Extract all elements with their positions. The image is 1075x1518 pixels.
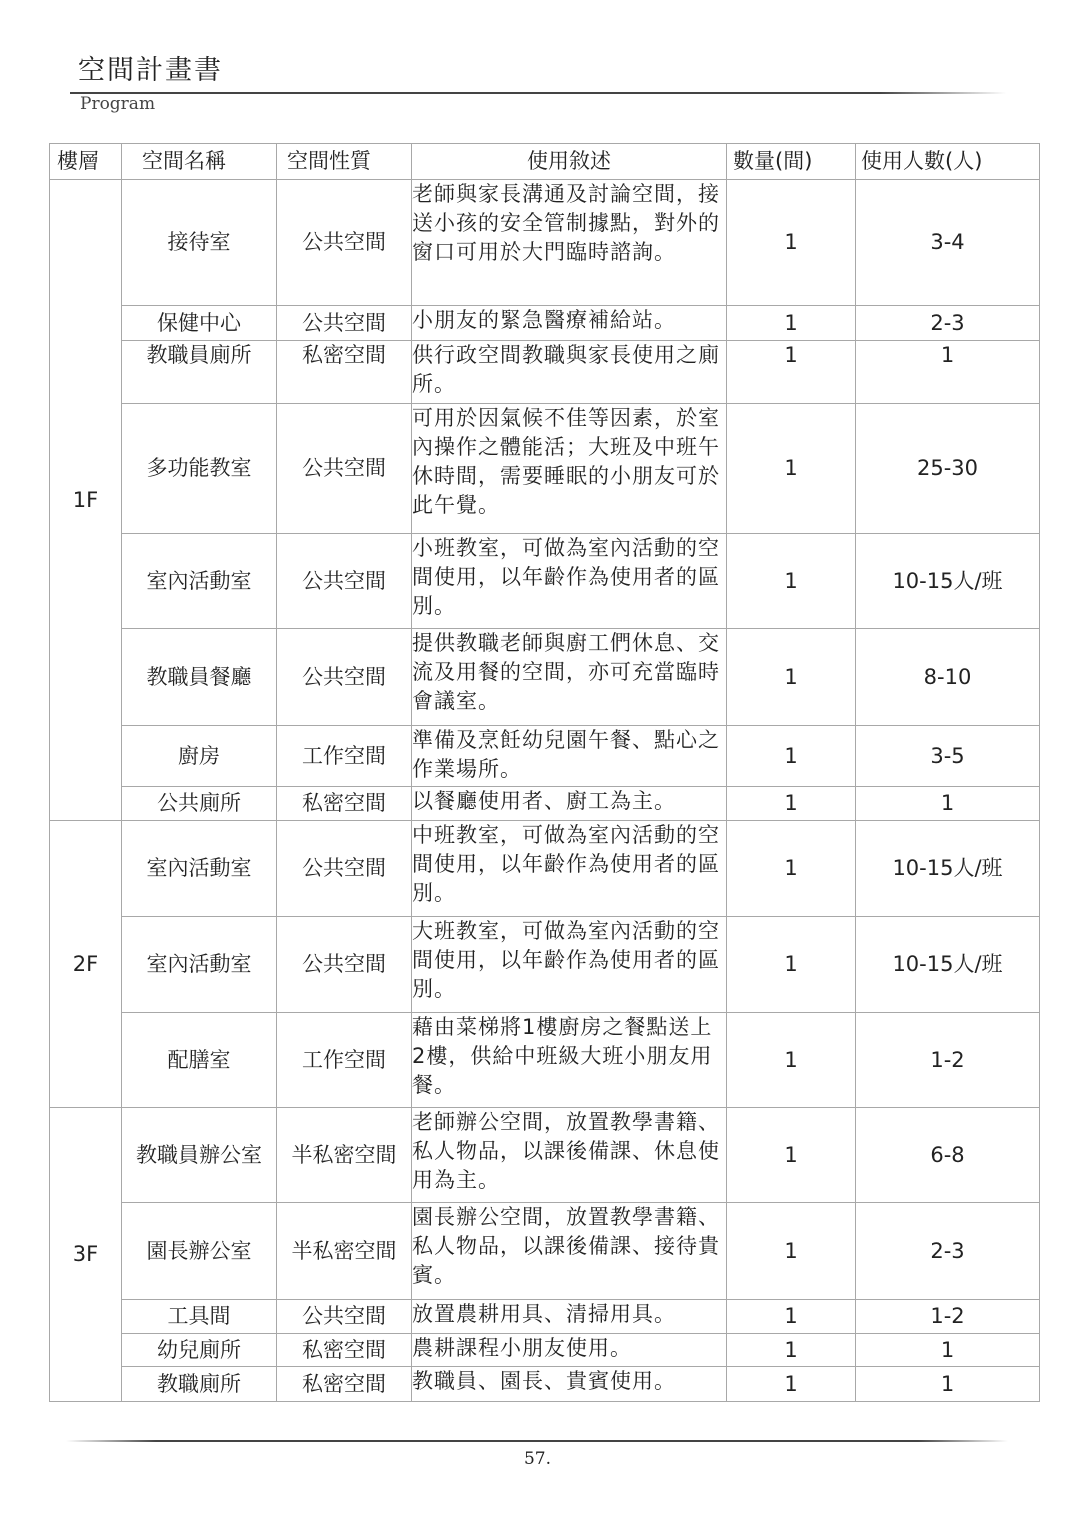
- table-row: [50, 726, 1040, 787]
- space-name-cell: 教職員辦公室: [122, 1108, 277, 1203]
- table-row: [50, 341, 1040, 404]
- room-count-cell: 1: [727, 821, 856, 917]
- description-cell: 老師辦公空間，放置教學書籍、私人物品，以課後備課、休息使用為主。: [412, 1108, 727, 1203]
- description-cell: 小班教室，可做為室內活動的空間使用，以年齡作為使用者的區別。: [412, 534, 727, 629]
- column-header-floor: 樓層: [50, 144, 122, 180]
- space-type-cell: 私密空間: [277, 787, 412, 821]
- space-name-cell: 教職員餐廳: [122, 629, 277, 726]
- space-type-cell: 公共空間: [277, 404, 412, 534]
- room-count-cell: 1: [727, 180, 856, 306]
- occupants-cell: 1: [856, 341, 1040, 404]
- table-row: [50, 629, 1040, 726]
- room-count-cell: 1: [727, 917, 856, 1013]
- space-name-cell: 多功能教室: [122, 404, 277, 534]
- table-row: [50, 821, 1040, 917]
- table-row: [50, 1013, 1040, 1108]
- table-row: [50, 917, 1040, 1013]
- space-name-cell: 室內活動室: [122, 917, 277, 1013]
- space-name-cell: 廚房: [122, 726, 277, 787]
- occupants-cell: 25-30: [856, 404, 1040, 534]
- table-row: [50, 1203, 1040, 1300]
- floor-cell: 2F: [50, 821, 122, 1108]
- room-count-cell: 1: [727, 1367, 856, 1402]
- description-cell: 教職員、園長、貴賓使用。: [412, 1367, 727, 1402]
- description-cell: 中班教室，可做為室內活動的空間使用，以年齡作為使用者的區別。: [412, 821, 727, 917]
- room-count-cell: 1: [727, 1300, 856, 1334]
- description-cell: 提供教職老師與廚工們休息、交流及用餐的空間，亦可充當臨時會議室。: [412, 629, 727, 726]
- room-count-cell: 1: [727, 404, 856, 534]
- room-count-cell: 1: [727, 787, 856, 821]
- description-cell: 農耕課程小朋友使用。: [412, 1334, 727, 1367]
- occupants-cell: 10-15人/班: [856, 917, 1040, 1013]
- description-cell: 大班教室，可做為室內活動的空間使用，以年齡作為使用者的區別。: [412, 917, 727, 1013]
- description-cell: 小朋友的緊急醫療補給站。: [412, 306, 727, 341]
- description-cell: 以餐廳使用者、廚工為主。: [412, 787, 727, 821]
- occupants-cell: 2-3: [856, 1203, 1040, 1300]
- description-cell: 可用於因氣候不佳等因素，於室內操作之體能活；大班及中班午休時間，需要睡眠的小朋友可於此午覺。: [412, 404, 727, 534]
- footer-divider: [66, 1440, 1008, 1442]
- table-row: [50, 534, 1040, 629]
- space-type-cell: 公共空間: [277, 306, 412, 341]
- table-row: [50, 404, 1040, 534]
- space-name-cell: 幼兒廁所: [122, 1334, 277, 1367]
- room-count-cell: 1: [727, 1108, 856, 1203]
- space-type-cell: 私密空間: [277, 1334, 412, 1367]
- description-cell: 藉由菜梯將1樓廚房之餐點送上2樓，供給中班級大班小朋友用餐。: [412, 1013, 727, 1108]
- column-header-space-name: 空間名稱: [122, 144, 277, 180]
- floor-cell: 3F: [50, 1108, 122, 1402]
- page-number: 57.: [523, 1449, 552, 1469]
- room-count-cell: 1: [727, 1203, 856, 1300]
- description-cell: 園長辦公空間，放置教學書籍、私人物品，以課後備課、接待貴賓。: [412, 1203, 727, 1300]
- page-subtitle: Program: [80, 94, 156, 114]
- occupants-cell: 2-3: [856, 306, 1040, 341]
- room-count-cell: 1: [727, 629, 856, 726]
- space-type-cell: 公共空間: [277, 917, 412, 1013]
- space-type-cell: 私密空間: [277, 1367, 412, 1402]
- space-type-cell: 半私密空間: [277, 1203, 412, 1300]
- column-header-space-type: 空間性質: [277, 144, 412, 180]
- space-type-cell: 公共空間: [277, 1300, 412, 1334]
- space-name-cell: 園長辦公室: [122, 1203, 277, 1300]
- space-name-cell: 接待室: [122, 180, 277, 306]
- space-name-cell: 教職廁所: [122, 1367, 277, 1402]
- room-count-cell: 1: [727, 341, 856, 404]
- occupants-cell: 3-4: [856, 180, 1040, 306]
- occupants-cell: 1: [856, 1367, 1040, 1402]
- table-row: [50, 1334, 1040, 1367]
- occupants-cell: 1: [856, 787, 1040, 821]
- occupants-cell: 1: [856, 1334, 1040, 1367]
- space-name-cell: 公共廁所: [122, 787, 277, 821]
- table-row: [50, 180, 1040, 306]
- description-cell: 老師與家長溝通及討論空間，接送小孩的安全管制據點，對外的窗口可用於大門臨時諮詢。: [412, 180, 727, 306]
- space-type-cell: 工作空間: [277, 726, 412, 787]
- description-cell: 供行政空間教職與家長使用之廁所。: [412, 341, 727, 404]
- column-header-room-count: 數量(間): [727, 144, 856, 180]
- space-type-cell: 私密空間: [277, 341, 412, 404]
- space-type-cell: 工作空間: [277, 1013, 412, 1108]
- room-count-cell: 1: [727, 306, 856, 341]
- space-type-cell: 公共空間: [277, 629, 412, 726]
- space-type-cell: 公共空間: [277, 821, 412, 917]
- table-row: [50, 787, 1040, 821]
- space-name-cell: 工具間: [122, 1300, 277, 1334]
- room-count-cell: 1: [727, 726, 856, 787]
- space-name-cell: 室內活動室: [122, 821, 277, 917]
- space-name-cell: 室內活動室: [122, 534, 277, 629]
- table-header-row: [50, 144, 1040, 180]
- column-header-occupants: 使用人數(人): [856, 144, 1040, 180]
- room-count-cell: 1: [727, 1334, 856, 1367]
- table-row: [50, 1367, 1040, 1402]
- program-table: [49, 143, 1040, 1402]
- room-count-cell: 1: [727, 534, 856, 629]
- table-row: [50, 1300, 1040, 1334]
- page-title: 空間計畫書: [78, 55, 223, 86]
- occupants-cell: 10-15人/班: [856, 821, 1040, 917]
- occupants-cell: 6-8: [856, 1108, 1040, 1203]
- table-row: [50, 1108, 1040, 1203]
- space-name-cell: 保健中心: [122, 306, 277, 341]
- occupants-cell: 1-2: [856, 1013, 1040, 1108]
- header-divider: [70, 92, 1006, 94]
- room-count-cell: 1: [727, 1013, 856, 1108]
- space-type-cell: 公共空間: [277, 180, 412, 306]
- description-cell: 準備及烹飪幼兒園午餐、點心之作業場所。: [412, 726, 727, 787]
- space-name-cell: 配膳室: [122, 1013, 277, 1108]
- table-row: [50, 306, 1040, 341]
- space-type-cell: 公共空間: [277, 534, 412, 629]
- occupants-cell: 1-2: [856, 1300, 1040, 1334]
- floor-cell: 1F: [50, 180, 122, 821]
- description-cell: 放置農耕用具、清掃用具。: [412, 1300, 727, 1334]
- space-type-cell: 半私密空間: [277, 1108, 412, 1203]
- occupants-cell: 8-10: [856, 629, 1040, 726]
- space-name-cell: 教職員廁所: [122, 341, 277, 404]
- occupants-cell: 3-5: [856, 726, 1040, 787]
- column-header-description: 使用敘述: [412, 144, 727, 180]
- occupants-cell: 10-15人/班: [856, 534, 1040, 629]
